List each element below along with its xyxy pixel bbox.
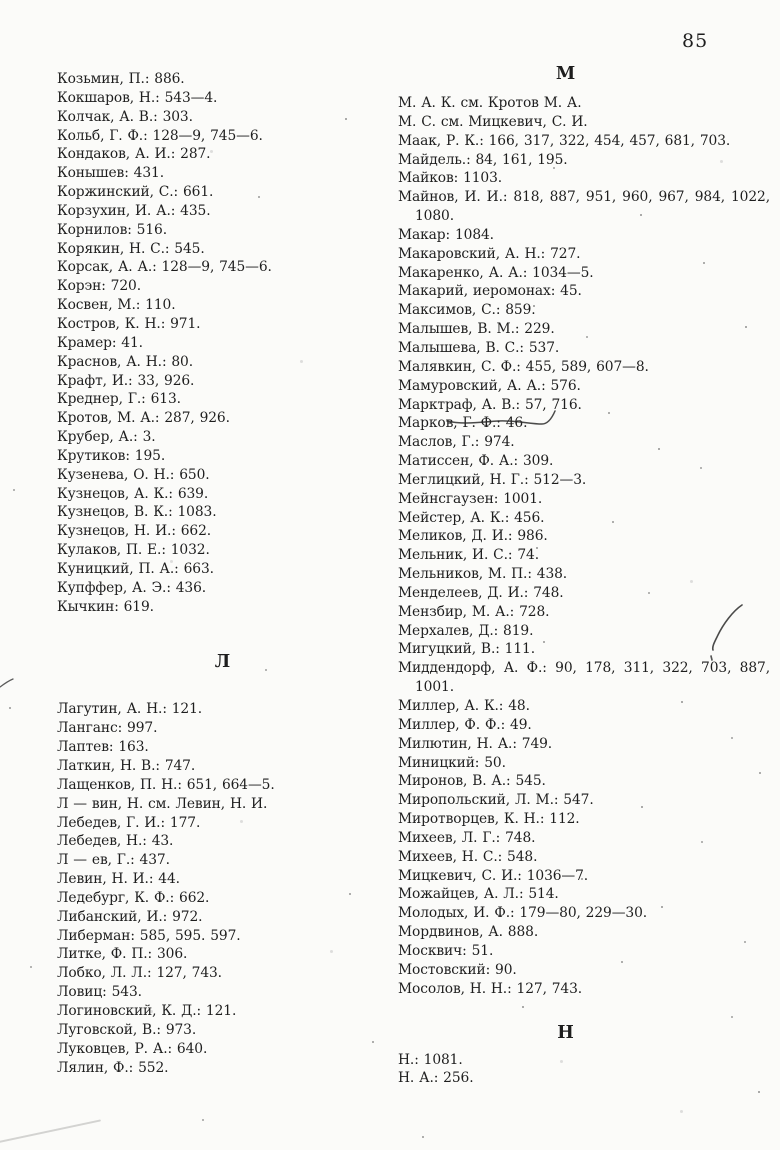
index-entry: Либерман: 585, 595. 597. <box>57 927 241 944</box>
index-entry: Лебедев, Н.: 43. <box>57 833 174 850</box>
scan-noise-light <box>0 0 3 3</box>
index-entry: Крубер, А.: 3. <box>57 429 156 446</box>
index-entry: Михеев, Н. С.: 548. <box>398 848 538 865</box>
index-entry: Молодых, И. Ф.: 179—80, 229—30. <box>398 905 648 922</box>
index-entry: Миронов, В. А.: 545. <box>398 773 546 790</box>
index-entry: М. А. К. см. Кротов М. А. <box>398 95 582 111</box>
section-header: Н <box>557 1022 575 1043</box>
index-entry: Лаптев: 163. <box>57 739 149 756</box>
index-entry: Майдель.: 84, 161, 195. <box>398 151 568 168</box>
index-entry: Косвен, М.: 110. <box>57 297 176 314</box>
index-column-right <box>398 62 770 1088</box>
index-entry: Михеев, Л. Г.: 748. <box>398 829 536 846</box>
index-entry: Миллер, А. К.: 48. <box>398 698 530 714</box>
index-entry: Мейнсгаузен: 1001. <box>398 490 543 507</box>
index-entry: Миддендорф, А. Ф.: 90, 178, 311, 322, 703, 887, 1001. <box>398 660 770 696</box>
index-entry: Лащенков, П. Н.: 651, 664—5. <box>57 776 275 793</box>
pen-tick-left-edge-mark <box>0 679 13 687</box>
index-entry: Мамуровский, А. А.: 576. <box>398 377 581 394</box>
section-header: М <box>555 64 577 84</box>
index-entry: Л — ев, Г.: 437. <box>57 852 170 869</box>
index-entry: Меглицкий, Н. Г.: 512—3. <box>398 471 587 488</box>
index-entry: Козьмин, П.: 886. <box>57 71 185 87</box>
index-entry: Малышева, В. С.: 537. <box>398 339 560 356</box>
scan-corner-streak <box>0 1119 101 1144</box>
index-entry: Луковцев, Р. А.: 640. <box>57 1040 208 1057</box>
index-entry: Крафт, И.: 33, 926. <box>57 372 195 389</box>
index-entry: Луговской, В.: 973. <box>57 1021 197 1038</box>
index-entry: Н.: 1081. <box>398 1051 463 1068</box>
index-entry: Матиссен, Ф. А.: 309. <box>398 453 554 470</box>
index-entry: Крутиков: 195. <box>57 447 166 464</box>
index-entry: Марков, Г. Ф.: 46. <box>398 415 528 432</box>
index-entry: Марктраф, А. В.: 57, 716. <box>398 396 582 413</box>
index-entry: Мерхалев, Д.: 819. <box>398 622 534 639</box>
index-entry: Миропольский, Л. М.: 547. <box>398 792 594 809</box>
index-entry: Милютин, Н. А.: 749. <box>398 735 553 752</box>
index-entry: Миницкий: 50. <box>398 754 506 771</box>
index-entry: Мельников, М. П.: 438. <box>398 566 568 583</box>
index-entry: Лагутин, А. Н.: 121. <box>57 701 203 718</box>
index-entry: Логиновский, К. Д.: 121. <box>57 1002 237 1019</box>
index-entry: Меликов, Д. И.: 986. <box>398 528 548 545</box>
index-entry: Ланганс: 997. <box>57 720 158 737</box>
index-entry: Маак, Р. К.: 166, 317, 322, 454, 457, 681, 703. <box>398 132 731 149</box>
index-entry: Миллер, Ф. Ф.: 49. <box>398 716 532 733</box>
page-number: 85 <box>682 30 709 52</box>
index-entry: Кузнецов, А. К.: 639. <box>57 485 209 502</box>
index-entry: Кокшаров, Н.: 543—4. <box>57 89 218 106</box>
index-entry: Менделеев, Д. И.: 748. <box>398 584 564 601</box>
index-entry: Куницкий, П. А.: 663. <box>57 560 214 577</box>
index-entry: Макар: 1084. <box>398 226 494 243</box>
index-entry: Колчак, А. В.: 303. <box>57 108 193 125</box>
index-entry: Майнов, И. И.: 818, 887, 951, 960, 967, 984, 1022, 1080. <box>398 189 770 225</box>
index-entry: Кулаков, П. Е.: 1032. <box>57 542 210 559</box>
index-entry: Мигуцкий, В.: 111. <box>398 641 536 658</box>
index-entry: Мостовский: 90. <box>398 961 517 978</box>
index-entry: Креднер, Г.: 613. <box>57 391 181 408</box>
index-entry: Лялин, Ф.: 552. <box>57 1059 169 1076</box>
index-entry: Ледебург, К. Ф.: 662. <box>57 889 210 906</box>
index-entry: Конышев: 431. <box>57 165 164 182</box>
index-entry: Корзухин, И. А.: 435. <box>57 202 211 219</box>
index-entry: Кузнецов, В. К.: 1083. <box>57 504 217 521</box>
index-entry: Мензбир, М. А.: 728. <box>398 603 550 620</box>
index-entry: Кольб, Г. Ф.: 128—9, 745—6. <box>57 127 263 144</box>
index-entry: Малышев, В. М.: 229. <box>398 321 555 338</box>
index-entry: Мицкевич, С. И.: 1036—7. <box>398 867 589 884</box>
index-entry: М. С. см. Мицкевич, С. И. <box>398 113 588 130</box>
index-entry: Л — вин, Н. см. Левин, Н. И. <box>57 795 268 812</box>
index-entry: Малявкин, С. Ф.: 455, 589, 607—8. <box>398 358 649 375</box>
index-column-left <box>57 70 389 1077</box>
index-entry: Лобко, Л. Л.: 127, 743. <box>57 965 222 982</box>
index-entry: Кузнецов, Н. И.: 662. <box>57 523 212 540</box>
index-entry: Кондаков, А. И.: 287. <box>57 146 211 163</box>
index-entry: Лебедев, Г. И.: 177. <box>57 814 201 831</box>
index-entry: Макарий, иеромонах: 45. <box>398 283 582 300</box>
index-entry: Купффер, А. Э.: 436. <box>57 579 207 596</box>
index-entry: Латкин, Н. В.: 747. <box>57 758 196 774</box>
index-entry: Корнилов: 516. <box>57 221 167 238</box>
index-entry: Кротов, М. А.: 287, 926. <box>57 410 230 427</box>
index-entry: Мосолов, Н. Н.: 127, 743. <box>398 980 583 997</box>
index-entry: Кычкин: 619. <box>57 598 154 615</box>
index-entry: Крамер: 41. <box>57 334 143 351</box>
index-entry: Либанский, И.: 972. <box>57 908 203 925</box>
index-entry: Миротворцев, К. Н.: 112. <box>398 811 580 828</box>
index-entry: Ловиц: 543. <box>57 984 142 1001</box>
section-header: Л <box>214 652 232 673</box>
index-entry: Максимов, С.: 859. <box>398 302 536 319</box>
index-entry: Мейстер, А. К.: 456. <box>398 509 545 526</box>
index-entry: Москвич: 51. <box>398 942 494 959</box>
index-entry: Мельник, И. С.: 74. <box>398 547 539 564</box>
index-entry: Маслов, Г.: 974. <box>398 434 515 451</box>
index-entry: Мордвинов, А. 888. <box>398 924 539 941</box>
index-entry: Корякин, Н. С.: 545. <box>57 240 205 257</box>
index-entry: Костров, К. Н.: 971. <box>57 315 201 332</box>
index-entry: Макаренко, А. А.: 1034—5. <box>398 264 594 281</box>
index-entry: Корсак, А. А.: 128—9, 745—6. <box>57 259 272 276</box>
index-entry: Кузенева, О. Н.: 650. <box>57 466 210 483</box>
index-entry: Краснов, А. Н.: 80. <box>57 353 194 370</box>
index-entry: Макаровский, А. Н.: 727. <box>398 245 581 262</box>
index-entry: Корэн: 720. <box>57 278 141 295</box>
index-entry: Майков: 1103. <box>398 170 503 187</box>
index-entry: Левин, Н. И.: 44. <box>57 871 180 888</box>
index-entry: Н. А.: 256. <box>398 1070 474 1087</box>
index-entry: Можайцев, А. Л.: 514. <box>398 886 559 903</box>
index-entry: Литке, Ф. П.: 306. <box>57 946 188 963</box>
index-entry: Коржинский, С.: 661. <box>57 184 214 201</box>
